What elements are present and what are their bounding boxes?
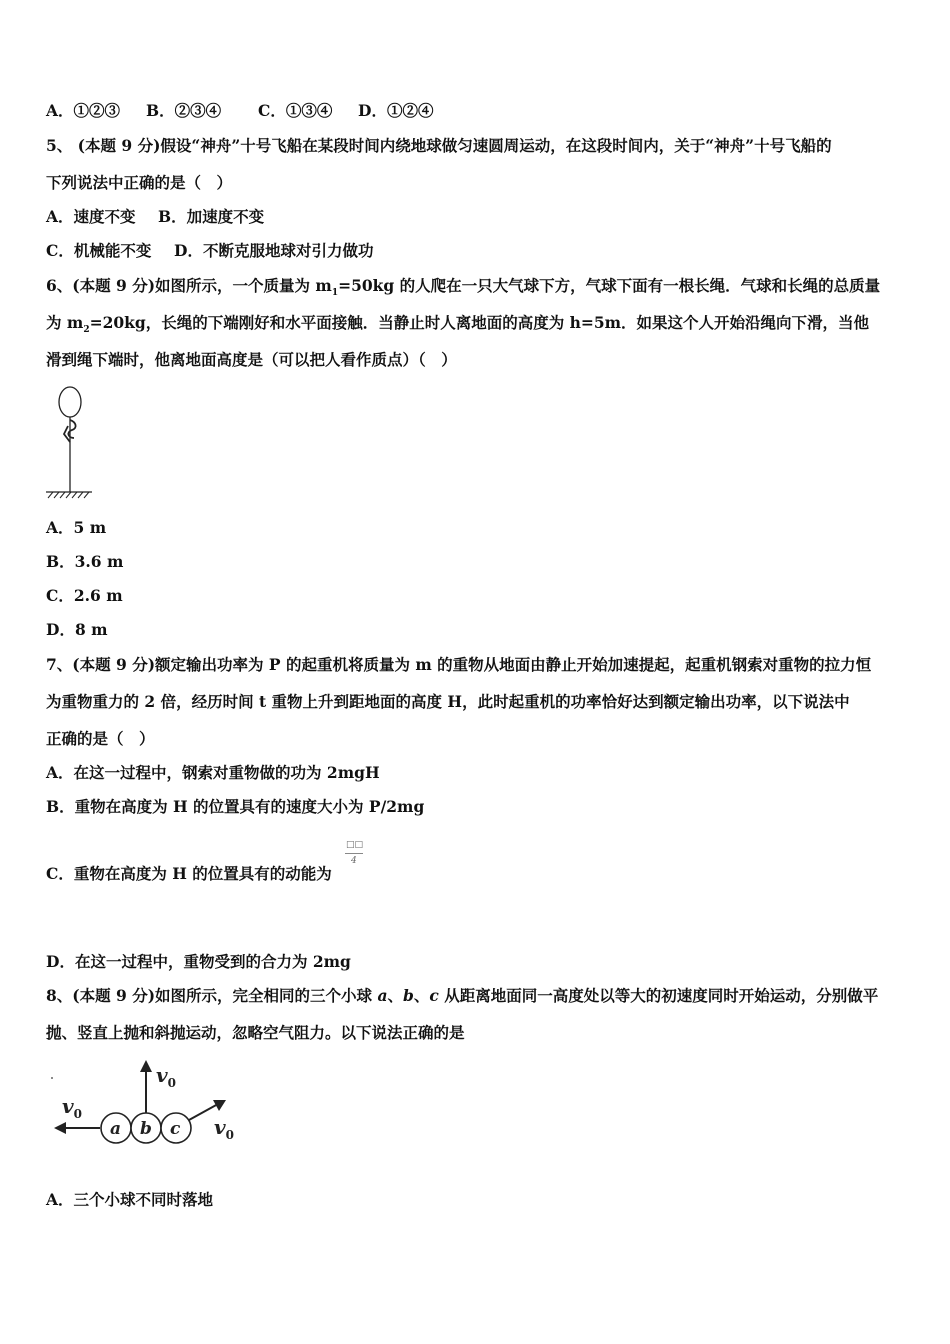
q5-option-d: D．不断克服地球对引力做功 bbox=[174, 241, 374, 260]
q5-options-row1 bbox=[46, 207, 264, 227]
left-v0-label: $v_0$ bbox=[62, 1094, 82, 1121]
q8-ball-b-label: b bbox=[403, 986, 414, 1005]
ball-a-text: a bbox=[110, 1119, 122, 1139]
ground-hatch bbox=[48, 492, 89, 498]
q8-sep2: 、 bbox=[413, 986, 430, 1005]
q4-option-a: A．①②③ bbox=[46, 101, 121, 120]
q7-fraction-denominator: 4 bbox=[351, 856, 357, 866]
q5-stem-line1: 5、 (本题 9 分)假设“神舟”十号飞船在某段时间内绕地球做匀速圆周运动，在这段时间内，关于“神舟”十号飞船的 bbox=[46, 136, 832, 155]
ball-c-text: c bbox=[170, 1119, 181, 1139]
q7-option-d: D．在这一过程中，重物受到的合力为 2mg bbox=[46, 952, 351, 971]
up-v0-label: $v_0$ bbox=[156, 1063, 176, 1090]
q5-option-c: C．机械能不变 bbox=[46, 241, 152, 260]
q8-stem-line1 bbox=[46, 986, 878, 1006]
q7-option-a: A．在这一过程中，钢索对重物做的功为 2mgH bbox=[46, 763, 380, 782]
ball-b-text: b bbox=[140, 1119, 152, 1139]
q4-option-b: B．②③④ bbox=[146, 101, 222, 120]
q4-option-d: D．①②④ bbox=[358, 101, 434, 120]
q6-line2-sub: 2 bbox=[83, 325, 90, 336]
q8-line1-post: 从距离地面同一高度处以等大的初速度同时开始运动，分别做平 bbox=[438, 986, 879, 1005]
q8-ball-a-label: a bbox=[377, 986, 388, 1005]
q5-stem-line2: 下列说法中正确的是（ ） bbox=[46, 173, 233, 192]
q5-option-a: A．速度不变 bbox=[46, 207, 136, 226]
q7-fraction-numerator: □□ bbox=[346, 840, 364, 850]
q6-option-d: D．8 m bbox=[46, 620, 108, 639]
q8-ball-c-label: c bbox=[429, 986, 439, 1005]
left-arrow-head bbox=[54, 1122, 66, 1134]
q7-option-c: C．重物在高度为 H 的位置具有的动能为 bbox=[46, 864, 332, 883]
up-arrow-head bbox=[140, 1060, 152, 1072]
q7-stem-line3: 正确的是（ ） bbox=[46, 729, 155, 748]
oblique-v0-label: $v_0$ bbox=[214, 1115, 234, 1142]
q7-fraction-bar bbox=[345, 853, 363, 854]
q6-option-b: B．3.6 m bbox=[46, 552, 124, 571]
q5-option-b: B．加速度不变 bbox=[158, 207, 265, 226]
q6-line2-post: =20kg，长绳的下端刚好和水平面接触．当静止时人离地面的高度为 h=5m．如果这个人开始沿绳向下滑，当他 bbox=[89, 313, 870, 332]
q6-line2-pre: 为 m bbox=[46, 313, 84, 332]
q6-line1-sub: 1 bbox=[331, 288, 339, 299]
three-balls-figure bbox=[46, 1058, 246, 1148]
q6-line1-post: =50kg 的人爬在一只大气球下方，气球下面有一根长绳．气球和长绳的总质量 bbox=[338, 276, 881, 295]
q6-option-a: A．5 m bbox=[46, 518, 107, 537]
q4-option-c: C．①③④ bbox=[258, 101, 333, 120]
q7-stem-line1: 7、(本题 9 分)额定输出功率为 P 的起重机将质量为 m 的重物从地面由静止开始加速提起，起重机钢索对重物的拉力恒 bbox=[46, 655, 872, 674]
q8-sep1: 、 bbox=[387, 986, 403, 1005]
q6-line1-pre: 6、(本题 9 分)如图所示，一个质量为 m bbox=[46, 276, 332, 295]
q8-line1-pre: 8、(本题 9 分)如图所示，完全相同的三个小球 bbox=[46, 986, 378, 1005]
figure-speck bbox=[51, 1077, 53, 1079]
balloon-figure bbox=[40, 382, 100, 502]
q6-option-c: C．2.6 m bbox=[46, 586, 123, 605]
q6-stem-line3: 滑到绳下端时，他离地面高度是（可以把人看作质点）（ ） bbox=[46, 350, 457, 369]
q7-option-b: B．重物在高度为 H 的位置具有的速度大小为 P/2mg bbox=[46, 797, 425, 816]
q7-stem-line2: 为重物重力的 2 倍，经历时间 t 重物上升到距地面的高度 H，此时起重机的功率恰好达到额定输出功率，以下说法中 bbox=[46, 692, 850, 711]
q5-options-row2 bbox=[46, 241, 373, 261]
q6-stem-line2 bbox=[46, 313, 869, 340]
balloon-shape bbox=[59, 387, 81, 417]
q6-stem-line1 bbox=[46, 276, 880, 303]
q8-option-a: A．三个小球不同时落地 bbox=[46, 1190, 214, 1209]
q4-options bbox=[46, 101, 433, 121]
q8-stem-line2: 抛、竖直上抛和斜抛运动，忽略空气阻力。以下说法正确的是 bbox=[46, 1023, 465, 1042]
